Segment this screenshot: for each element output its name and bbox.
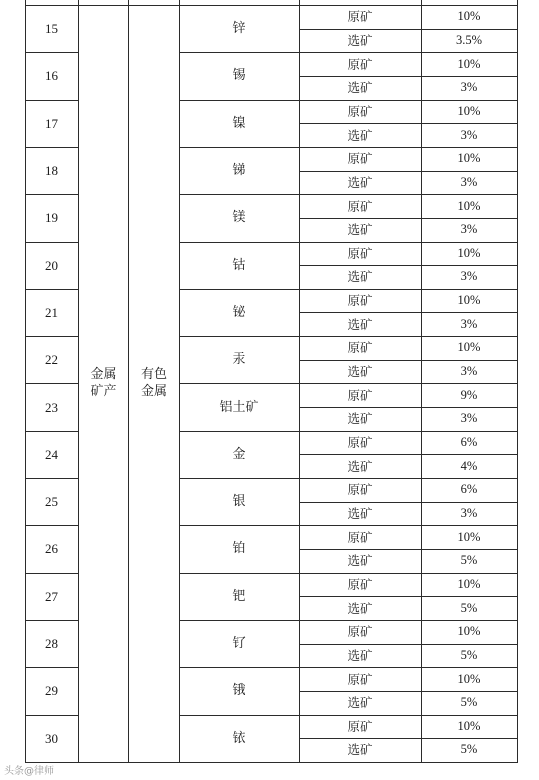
tax-rate: 3% xyxy=(460,80,478,95)
tax-rate: 10% xyxy=(457,671,481,686)
process-type: 选矿 xyxy=(347,364,373,380)
tax-rate: 4% xyxy=(460,458,478,473)
process-type: 原矿 xyxy=(347,103,373,119)
tax-rate: 10% xyxy=(457,198,481,213)
mineral-name: 铂 xyxy=(232,541,246,557)
tax-rate: 3% xyxy=(460,127,478,142)
row-number: 26 xyxy=(45,541,58,557)
tax-rate: 10% xyxy=(457,624,481,639)
process-type: 选矿 xyxy=(347,458,373,474)
process-type: 选矿 xyxy=(347,174,373,190)
tax-rate: 3% xyxy=(460,505,478,520)
mineral-name: 钯 xyxy=(232,588,246,604)
process-type: 选矿 xyxy=(347,505,373,521)
tax-rate: 3% xyxy=(460,364,478,379)
row-number: 27 xyxy=(45,588,58,604)
tax-rate: 3% xyxy=(460,222,478,237)
process-type: 选矿 xyxy=(347,32,373,48)
row-number: 19 xyxy=(45,210,58,226)
process-type: 选矿 xyxy=(347,695,373,711)
process-type: 原矿 xyxy=(347,435,373,450)
tax-rate: 6% xyxy=(460,435,478,449)
process-type: 选矿 xyxy=(347,647,373,663)
mineral-name: 镍 xyxy=(232,115,246,131)
row-number: 16 xyxy=(45,68,58,84)
process-type: 原矿 xyxy=(347,624,373,640)
mineral-name: 铝土矿 xyxy=(219,399,259,415)
row-number: 22 xyxy=(45,352,58,368)
process-type: 选矿 xyxy=(347,553,373,569)
subcategory-line-1: 有色 xyxy=(140,367,167,383)
process-type: 选矿 xyxy=(347,411,373,427)
tax-rate: 10% xyxy=(457,245,481,260)
mineral-name: 锑 xyxy=(232,163,246,179)
tax-rate: 10% xyxy=(457,103,481,118)
process-type: 原矿 xyxy=(347,9,373,25)
category-line-2: 矿产 xyxy=(90,384,117,400)
tax-rate: 3.5% xyxy=(455,32,483,47)
process-type: 原矿 xyxy=(347,340,373,356)
process-type: 选矿 xyxy=(347,316,373,332)
tax-rate: 5% xyxy=(460,742,478,757)
mineral-name: 汞 xyxy=(232,352,246,368)
process-type: 选矿 xyxy=(347,222,373,238)
subcategory-line-2: 金属 xyxy=(140,384,167,400)
row-number: 24 xyxy=(45,446,58,462)
watermark: 头条@律师 xyxy=(4,766,54,777)
column-border xyxy=(78,0,79,762)
tax-rate: 5% xyxy=(460,695,478,710)
process-type: 选矿 xyxy=(347,127,373,143)
tax-rate: 3% xyxy=(460,269,478,284)
mineral-name: 钴 xyxy=(232,257,246,273)
process-type: 原矿 xyxy=(347,671,373,687)
process-type: 选矿 xyxy=(347,80,373,96)
process-type: 原矿 xyxy=(347,293,373,309)
tax-rate: 10% xyxy=(457,9,481,24)
process-type: 原矿 xyxy=(347,387,373,403)
tax-rate: 5% xyxy=(460,600,478,615)
row-number: 20 xyxy=(45,257,58,273)
mineral-name: 锡 xyxy=(232,68,246,84)
process-type: 原矿 xyxy=(347,718,373,734)
tax-rate: 10% xyxy=(457,293,481,308)
process-type: 原矿 xyxy=(347,576,373,592)
mineral-name: 钌 xyxy=(232,636,246,652)
row-number: 30 xyxy=(45,730,58,746)
tax-rate: 9% xyxy=(460,387,478,402)
mineral-name: 铱 xyxy=(232,730,246,746)
row-number: 23 xyxy=(45,399,58,415)
mineral-name: 银 xyxy=(232,494,246,510)
mineral-name: 铋 xyxy=(232,304,246,320)
row-number: 15 xyxy=(45,21,58,37)
row-number: 28 xyxy=(45,636,58,652)
mineral-name: 镁 xyxy=(232,210,246,226)
row-number: 25 xyxy=(45,494,58,510)
process-type: 原矿 xyxy=(347,56,373,72)
category-cell xyxy=(79,5,128,762)
process-type: 原矿 xyxy=(347,151,373,167)
process-type: 原矿 xyxy=(347,245,373,261)
process-type: 原矿 xyxy=(347,482,373,498)
mineral-name: 金 xyxy=(232,446,246,462)
mineral-name: 锇 xyxy=(232,683,246,699)
tax-rate: 10% xyxy=(457,340,481,355)
subcategory-cell xyxy=(129,5,179,762)
tax-rate: 10% xyxy=(457,576,481,591)
process-type: 选矿 xyxy=(347,742,373,758)
row-number: 18 xyxy=(45,163,58,179)
row-number: 21 xyxy=(45,304,58,320)
row-number: 17 xyxy=(45,115,58,131)
column-border xyxy=(517,0,518,762)
tax-rate: 3% xyxy=(460,316,478,331)
row-number: 29 xyxy=(45,683,58,699)
category-line-1: 金属 xyxy=(90,367,117,383)
process-type: 原矿 xyxy=(347,529,373,545)
process-type: 选矿 xyxy=(347,600,373,616)
tax-rate: 10% xyxy=(457,151,481,166)
process-type: 选矿 xyxy=(347,269,373,285)
tax-rate: 3% xyxy=(460,411,478,426)
tax-rate: 5% xyxy=(460,553,478,568)
tax-rate: 10% xyxy=(457,56,481,71)
mineral-name: 锌 xyxy=(232,21,246,37)
tax-rate: 6% xyxy=(460,482,478,497)
row-border xyxy=(25,762,518,763)
tax-rate: 3% xyxy=(460,174,478,189)
tax-rate: 10% xyxy=(457,529,481,544)
tax-rate: 10% xyxy=(457,718,481,733)
column-border xyxy=(128,0,129,762)
process-type: 原矿 xyxy=(347,198,373,214)
tax-rate: 5% xyxy=(460,647,478,662)
